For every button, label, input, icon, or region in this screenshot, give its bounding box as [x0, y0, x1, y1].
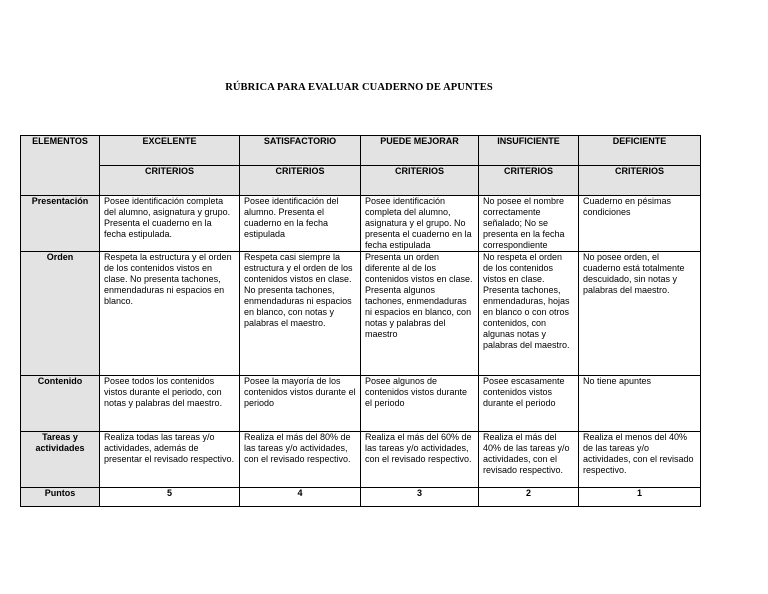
row-label-orden: Orden: [21, 252, 100, 376]
criteria-header: CRITERIOS: [579, 166, 701, 196]
criterion-cell: Realiza todas las tareas y/o actividades, además de presentar el revisado respectivo.: [100, 432, 240, 488]
criterion-cell: Posee la mayoría de los contenidos vistos durante el periodo: [240, 376, 361, 432]
header-row-levels: [21, 136, 701, 166]
points-row: [21, 488, 701, 507]
points-value: 5: [100, 488, 240, 507]
criteria-header: CRITERIOS: [361, 166, 479, 196]
row-label-tareas: Tareas y actividades: [21, 432, 100, 488]
criterion-cell: No respeta el orden de los contenidos vistos en clase. Presenta tachones, enmendaduras, hojas en blanco o con otros contenidos, con algunas notas y palabras del maestro.: [479, 252, 579, 376]
criteria-header: CRITERIOS: [100, 166, 240, 196]
table-row: [21, 432, 701, 488]
criterion-cell: Posee identificación del alumno. Presenta el cuaderno en la fecha estipulada: [240, 196, 361, 252]
header-row-criteria: [21, 166, 701, 196]
criterion-cell: Posee identificación completa del alumno, asignatura y el grupo. No presenta el cuaderno en la fecha estipulada: [361, 196, 479, 252]
criterion-cell: Realiza el más del 60% de las tareas y/o actividades, con el revisado respectivo.: [361, 432, 479, 488]
level-header-insuficiente: INSUFICIENTE: [479, 136, 579, 166]
criterion-cell: Posee identificación completa del alumno, asignatura y grupo. Presenta el cuaderno en la fecha estipulada.: [100, 196, 240, 252]
table-row: [21, 252, 701, 376]
criterion-cell: Posee todos los contenidos vistos durante el periodo, con notas y palabras del maestro.: [100, 376, 240, 432]
criterion-cell: Presenta un orden diferente al de los contenidos vistos en clase. Presenta algunos tachones, enmendaduras ni espacios en blanco, con notas y palabras del maestro: [361, 252, 479, 376]
elements-header: ELEMENTOS: [21, 136, 100, 196]
rubric-table: [20, 135, 701, 507]
criterion-cell: Realiza el menos del 40% de las tareas y/o actividades, con el revisado respectivo.: [579, 432, 701, 488]
points-value: 3: [361, 488, 479, 507]
row-label-puntos: Puntos: [21, 488, 100, 507]
level-header-puede-mejorar: PUEDE MEJORAR: [361, 136, 479, 166]
points-value: 1: [579, 488, 701, 507]
document-title: RÚBRICA PARA EVALUAR CUADERNO DE APUNTES: [225, 82, 493, 93]
criterion-cell: Realiza el más del 80% de las tareas y/o actividades, con el revisado respectivo.: [240, 432, 361, 488]
level-header-excelente: EXCELENTE: [100, 136, 240, 166]
row-label-presentacion: Presentación: [21, 196, 100, 252]
points-value: 4: [240, 488, 361, 507]
table-row: [21, 196, 701, 252]
row-label-contenido: Contenido: [21, 376, 100, 432]
criterion-cell: Posee algunos de contenidos vistos durante el periodo: [361, 376, 479, 432]
criterion-cell: No posee el nombre correctamente señalado; No se presenta en la fecha correspondiente: [479, 196, 579, 252]
table-row: [21, 376, 701, 432]
level-header-deficiente: DEFICIENTE: [579, 136, 701, 166]
criteria-header: CRITERIOS: [479, 166, 579, 196]
criterion-cell: Respeta casi siempre la estructura y el orden de los contenidos vistos en clase. No presenta tachones, enmendaduras ni espacios en blanco, con notas y palabras el maestro.: [240, 252, 361, 376]
criterion-cell: Realiza el más del 40% de las tareas y/o actividades, con el revisado respectivo.: [479, 432, 579, 488]
criterion-cell: Posee escasamente contenidos vistos durante el periodo: [479, 376, 579, 432]
criterion-cell: Respeta la estructura y el orden de los contenidos vistos en clase. No presenta tachones, enmendaduras ni espacios en blanco.: [100, 252, 240, 376]
criterion-cell: No posee orden, el cuaderno está totalmente descuidado, sin notas y palabras del maestro.: [579, 252, 701, 376]
level-header-satisfactorio: SATISFACTORIO: [240, 136, 361, 166]
criterion-cell: No tiene apuntes: [579, 376, 701, 432]
criteria-header: CRITERIOS: [240, 166, 361, 196]
points-value: 2: [479, 488, 579, 507]
criterion-cell: Cuaderno en pésimas condiciones: [579, 196, 701, 252]
